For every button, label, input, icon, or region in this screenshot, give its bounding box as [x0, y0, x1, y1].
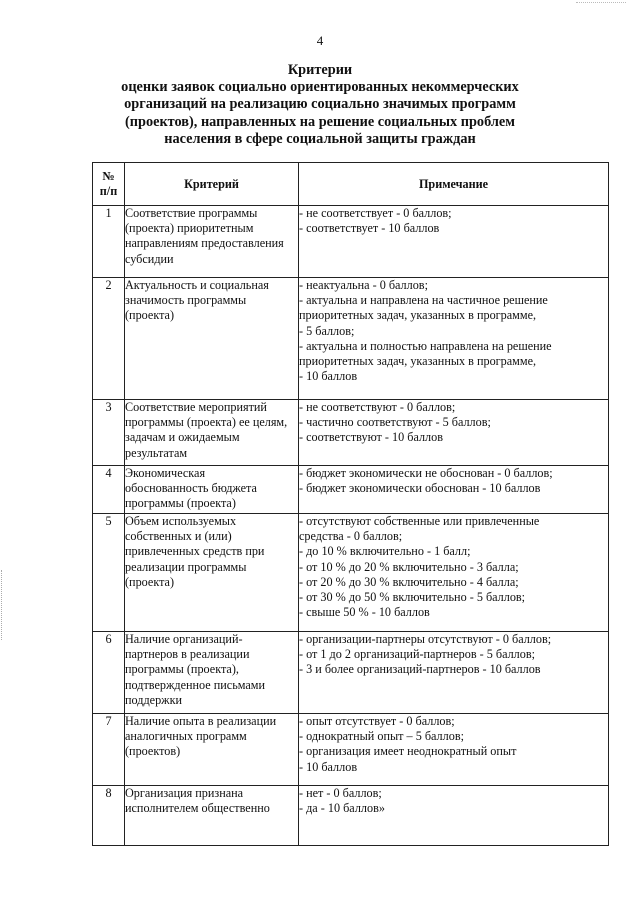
criterion-line: аналогичных программ — [125, 729, 247, 744]
criterion-line: Актуальность и социальная — [125, 278, 269, 292]
header-note: Примечание — [299, 163, 609, 206]
criterion-line: Наличие организаций- — [125, 632, 243, 646]
row-number: 4 — [93, 466, 125, 514]
criterion-line: Объем используемых — [125, 514, 237, 528]
criterion-line: (проекта) приоритетным — [125, 221, 254, 236]
note-line: - от 10 % до 20 % включительно - 3 балла; — [299, 559, 519, 574]
header-num-line: № — [102, 169, 115, 183]
note-line: - не соответствуют - 0 баллов; — [299, 400, 456, 414]
note-cell — [299, 786, 609, 846]
table-row — [93, 206, 609, 278]
note-line: приоритетных задач, указанных в программе, — [299, 354, 537, 369]
criterion-cell — [125, 714, 299, 786]
note-line: - 10 баллов — [299, 369, 358, 384]
note-cell — [299, 278, 609, 400]
criterion-line: партнеров в реализации — [125, 647, 250, 662]
note-line: - 10 баллов — [299, 759, 358, 774]
criterion-line: направлениям предоставления — [125, 236, 284, 251]
criterion-line: программы (проекта) — [125, 496, 236, 511]
criterion-line: задачам и ожидаемым — [125, 430, 240, 445]
criterion-line: привлеченных средств при — [125, 544, 265, 559]
criterion-line: реализации программы — [125, 559, 247, 574]
note-line: - от 20 % до 30 % включительно - 4 балла; — [299, 574, 519, 589]
table-row — [93, 714, 609, 786]
document-title — [0, 62, 640, 148]
note-line: - свыше 50 % - 10 баллов — [299, 605, 430, 620]
row-number: 2 — [93, 278, 125, 400]
criterion-line: Наличие опыта в реализации — [125, 714, 277, 728]
criterion-line: (проекта) — [125, 308, 175, 323]
criterion-line: (проекта) — [125, 574, 175, 589]
note-line: средства - 0 баллов; — [299, 529, 403, 544]
row-number: 6 — [93, 632, 125, 714]
table-body — [93, 206, 609, 846]
criterion-cell — [125, 278, 299, 400]
criterion-line: программы (проекта), — [125, 662, 239, 677]
header-num-line: п/п — [99, 184, 118, 198]
note-cell — [299, 632, 609, 714]
note-line: - 3 и более организаций-партнеров - 10 баллов — [299, 662, 541, 677]
note-line: - однократный опыт – 5 баллов; — [299, 729, 464, 744]
note-line: приоритетных задач, указанных в программе, — [299, 308, 537, 323]
page-number: 4 — [316, 33, 324, 48]
note-line: - организация имеет неоднократный опыт — [299, 744, 517, 759]
note-line: - неактуальна - 0 баллов; — [299, 278, 428, 292]
table-header-row — [93, 163, 609, 206]
table-row — [93, 278, 609, 400]
criterion-line: (проектов) — [125, 744, 181, 759]
criterion-line: исполнителем общественно — [125, 801, 270, 816]
title-line: организаций на реализацию социально значимых программ — [124, 96, 516, 113]
note-cell — [299, 714, 609, 786]
criterion-line: собственных и (или) — [125, 529, 232, 544]
note-cell — [299, 466, 609, 514]
note-line: - опыт отсутствует - 0 баллов; — [299, 714, 455, 728]
note-line: - нет - 0 баллов; — [299, 786, 382, 800]
criterion-cell — [125, 786, 299, 846]
note-line: - соответствует - 10 баллов — [299, 221, 440, 236]
title-line: (проектов), направленных на решение социальных проблем — [125, 113, 515, 130]
criterion-line: Организация признана — [125, 786, 244, 800]
criterion-line: Экономическая — [125, 466, 206, 480]
note-line: - отсутствуют собственные или привлеченные — [299, 514, 540, 528]
table-row — [93, 514, 609, 632]
note-cell — [299, 514, 609, 632]
note-cell — [299, 206, 609, 278]
note-line: - актуальна и направлена на частичное решение — [299, 293, 548, 308]
note-line: - частично соответствуют - 5 баллов; — [299, 415, 491, 430]
criterion-cell — [125, 514, 299, 632]
criterion-line: субсидии — [125, 251, 174, 266]
criterion-cell — [125, 206, 299, 278]
scan-corner-mark — [576, 0, 626, 3]
note-line: - организации-партнеры отсутствуют - 0 баллов; — [299, 632, 552, 646]
table-row — [93, 632, 609, 714]
note-line: - до 10 % включительно - 1 балл; — [299, 544, 471, 559]
criterion-line: значимость программы — [125, 293, 247, 308]
criterion-cell — [125, 632, 299, 714]
header-num — [93, 163, 125, 206]
note-line: - бюджет экономически не обоснован - 0 баллов; — [299, 466, 553, 480]
table-row — [93, 400, 609, 466]
title-line: населения в сфере социальной защиты граждан — [164, 130, 476, 147]
note-line: - 5 баллов; — [299, 323, 355, 338]
note-line: - да - 10 баллов» — [299, 801, 385, 816]
header-criterion: Критерий — [125, 163, 299, 206]
table-row — [93, 786, 609, 846]
note-cell — [299, 400, 609, 466]
criterion-line: Соответствие мероприятий — [125, 400, 267, 414]
title-line: Критерии — [287, 62, 353, 78]
scan-margin-mark — [1, 570, 4, 640]
row-number: 1 — [93, 206, 125, 278]
criterion-line: обоснованность бюджета — [125, 481, 257, 496]
row-number: 7 — [93, 714, 125, 786]
criterion-cell — [125, 400, 299, 466]
note-line: - не соответствует - 0 баллов; — [299, 206, 452, 220]
criterion-line: поддержки — [125, 692, 183, 707]
criterion-line: Соответствие программы — [125, 206, 258, 220]
note-line: - соответствуют - 10 баллов — [299, 430, 443, 445]
row-number: 3 — [93, 400, 125, 466]
note-line: - от 1 до 2 организаций-партнеров - 5 баллов; — [299, 647, 535, 662]
table-row — [93, 466, 609, 514]
note-line: - актуальна и полностью направлена на решение — [299, 338, 552, 353]
criterion-line: результатам — [125, 445, 188, 460]
criteria-table — [92, 162, 609, 846]
criterion-line: подтвержденное письмами — [125, 677, 266, 692]
note-line: - бюджет экономически обоснован - 10 баллов — [299, 481, 541, 496]
note-line: - от 30 % до 50 % включительно - 5 баллов; — [299, 590, 526, 605]
criterion-cell — [125, 466, 299, 514]
title-line: оценки заявок социально ориентированных некоммерческих — [121, 79, 519, 96]
row-number: 5 — [93, 514, 125, 632]
row-number: 8 — [93, 786, 125, 846]
criterion-line: программы (проекта) ее целям, — [125, 415, 288, 430]
